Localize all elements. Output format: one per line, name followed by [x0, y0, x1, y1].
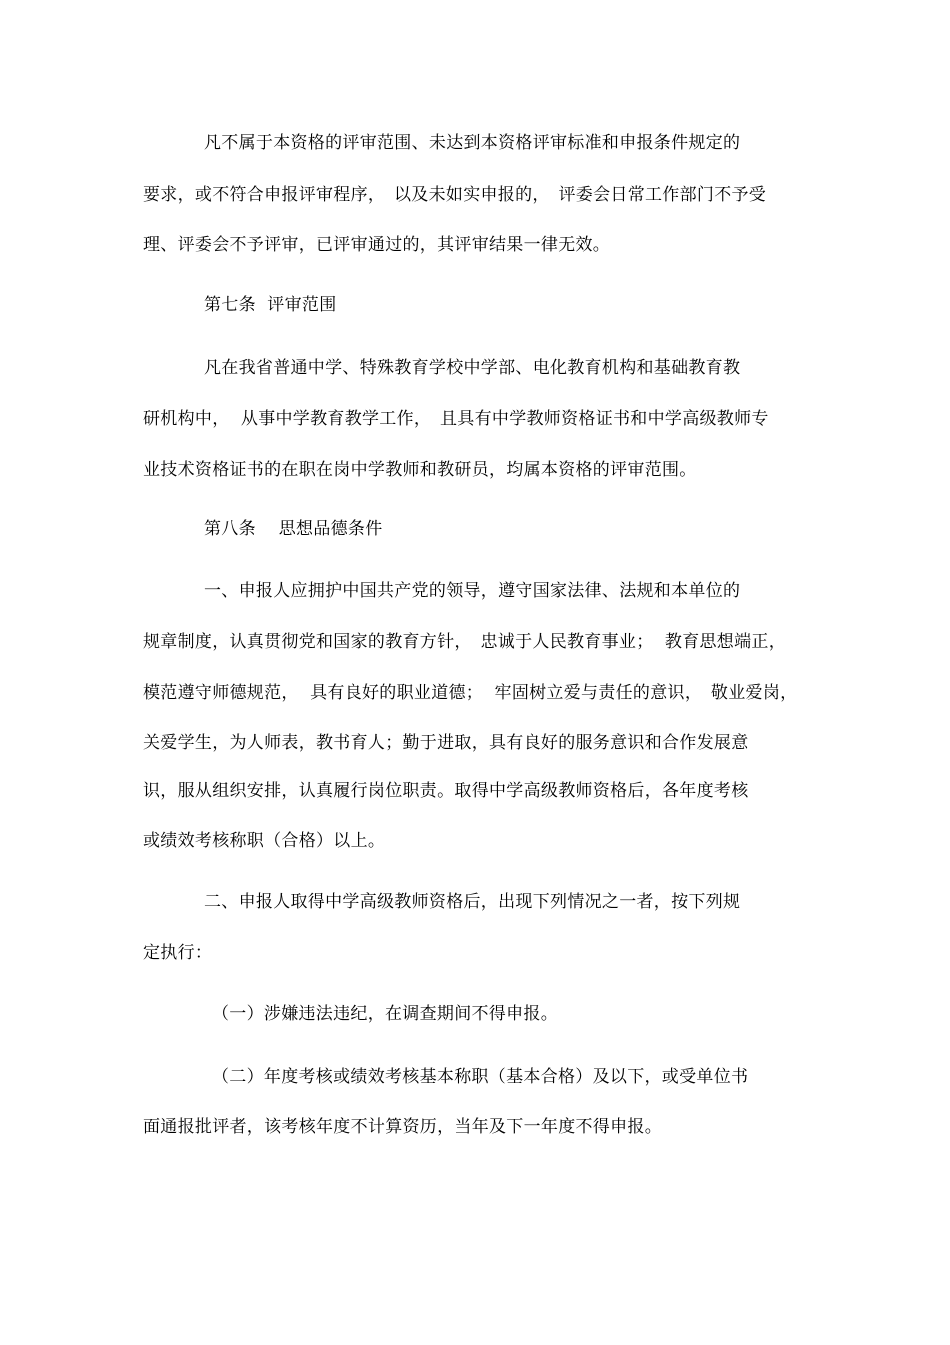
paragraph-line: 模范遵守师德规范， 具有良好的职业道德； 牢固树立爱与责任的意识， 敬业爱岗， — [143, 683, 798, 703]
paragraph-line: 定执行： — [143, 943, 213, 963]
paragraph-line: 业技术资格证书的在职在岗中学教师和教研员，均属本资格的评审范围。 — [143, 460, 697, 480]
paragraph-line: 或绩效考核称职（合格）以上。 — [143, 831, 386, 851]
paragraph-line: 一、申报人应拥护中国共产党的领导，遵守国家法律、法规和本单位的 — [204, 581, 741, 601]
paragraph-line: 研机构中， 从事中学教育教学工作， 且具有中学教师资格证书和中学高级教师专 — [143, 409, 769, 429]
paragraph-line: 要求，或不符合申报评审程序， 以及未如实申报的， 评委会日常工作部门不予受 — [143, 185, 767, 205]
list-item: （一）涉嫌违法违纪，在调查期间不得申报。 — [212, 1004, 558, 1024]
paragraph-line: 面通报批评者，该考核年度不计算资历，当年及下一年度不得申报。 — [143, 1117, 662, 1137]
paragraph-line: 关爱学生，为人师表，教书育人；勤于进取，具有良好的服务意识和合作发展意 — [143, 733, 749, 753]
paragraph-line: 规章制度，认真贯彻党和国家的教育方针， 忠诚于人民教育事业； 教育思想端正， — [143, 632, 787, 652]
article-heading-8: 第八条 思想品德条件 — [204, 519, 383, 539]
list-item: （二）年度考核或绩效考核基本称职（基本合格）及以下，或受单位书 — [212, 1067, 749, 1087]
article-heading-7: 第七条 评审范围 — [204, 295, 337, 315]
paragraph-line: 二、申报人取得中学高级教师资格后，出现下列情况之一者，按下列规 — [204, 892, 741, 912]
paragraph-line: 识，服从组织安排，认真履行岗位职责。取得中学高级教师资格后，各年度考核 — [143, 781, 749, 801]
paragraph-line: 凡不属于本资格的评审范围、未达到本资格评审标准和申报条件规定的 — [204, 133, 741, 153]
paragraph-line: 凡在我省普通中学、特殊教育学校中学部、电化教育机构和基础教育教 — [204, 358, 741, 378]
paragraph-line: 理、评委会不予评审，已评审通过的，其评审结果一律无效。 — [143, 235, 611, 255]
